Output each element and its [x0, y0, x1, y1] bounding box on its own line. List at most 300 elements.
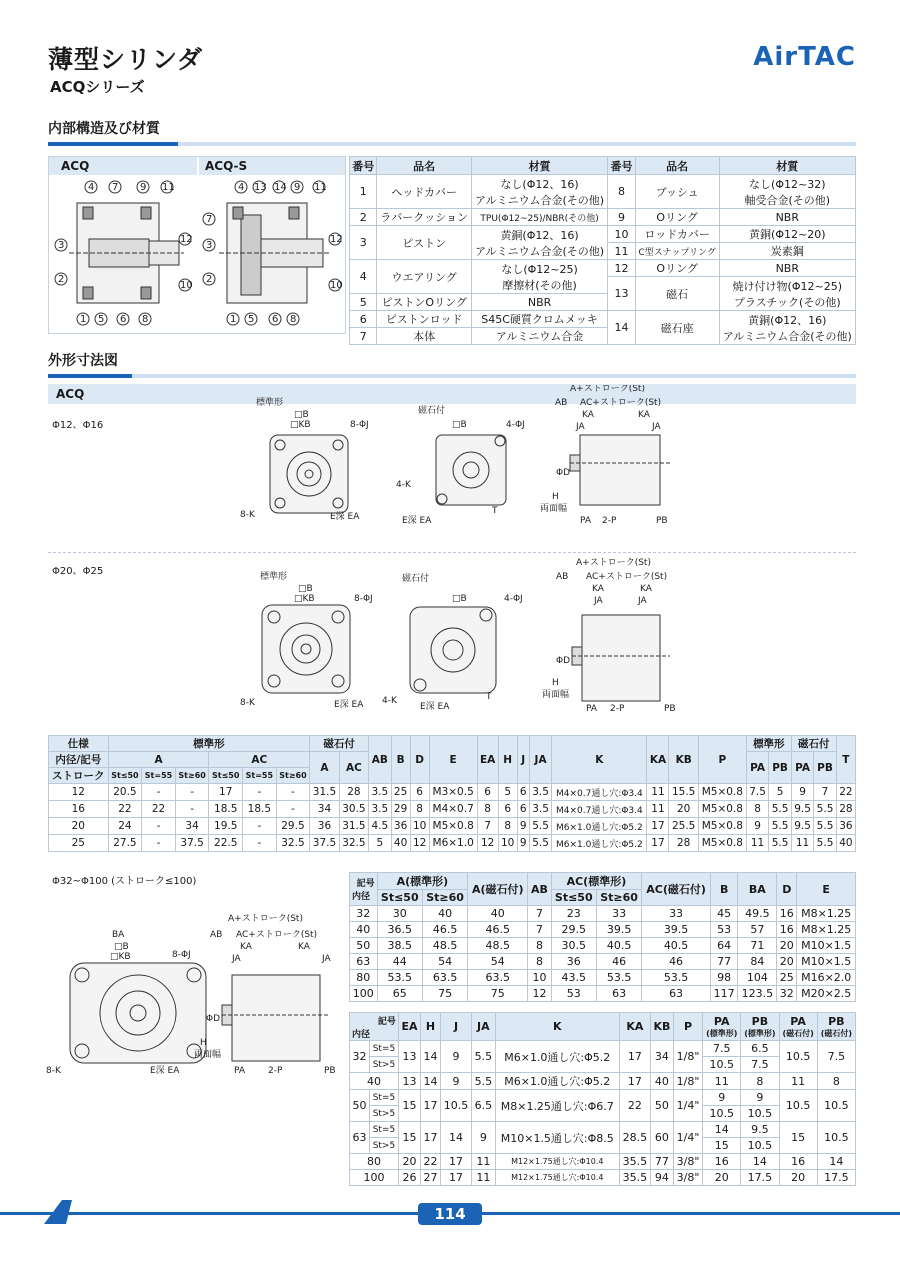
table-cell: 10 — [528, 970, 551, 986]
mat-material: NBR — [471, 294, 607, 311]
divider — [48, 552, 856, 553]
label-ja2: JA — [638, 596, 647, 606]
table-cell: 22 — [836, 784, 855, 801]
table-cell: 63 — [350, 1122, 370, 1154]
table-cell: 10.5 — [779, 1090, 817, 1122]
label-pb: PB — [656, 516, 668, 526]
svg-text:14: 14 — [274, 182, 287, 193]
label-4k: 4-K — [382, 696, 397, 706]
svg-text:4: 4 — [88, 182, 95, 193]
table-cell: 6 — [517, 784, 529, 801]
table-cell: 40 — [391, 835, 410, 852]
table-cell: 9 — [741, 1090, 779, 1106]
table-cell: 53.5 — [596, 970, 641, 986]
label-ka2: KA — [298, 942, 310, 952]
table-cell: 40 — [350, 922, 378, 938]
table-cell: 7 — [528, 922, 551, 938]
table-cell: St=5 — [369, 1090, 398, 1106]
mat-name: ピストンOリング — [377, 294, 471, 311]
mat-material: TPU(Φ12~25)/NBR(その他) — [471, 209, 607, 226]
table-cell: 32 — [350, 1041, 370, 1073]
label-ja2: JA — [322, 954, 331, 964]
table-cell: M10×1.5 — [797, 954, 856, 970]
th-col: PA — [791, 752, 813, 784]
table-cell: M5×0.8 — [429, 818, 477, 835]
table-cell: 43.5 — [551, 970, 596, 986]
table-cell: 11 — [791, 835, 813, 852]
table-cell: 10 — [410, 818, 429, 835]
table-cell: St>5 — [369, 1106, 398, 1122]
table-cell: 20 — [398, 1154, 420, 1170]
table-cell: 1/4" — [673, 1090, 702, 1122]
table-cell: 38.5 — [377, 938, 422, 954]
table-cell: 16 — [777, 906, 797, 922]
label-2p: 2-P — [602, 516, 617, 526]
table-cell: 10.5 — [703, 1057, 741, 1073]
table-cell: 5.5 — [472, 1041, 496, 1073]
th-col: KB — [650, 1013, 673, 1041]
table-cell: 35.5 — [619, 1154, 650, 1170]
table-cell: 40 — [650, 1073, 673, 1090]
table-cell: 36 — [551, 954, 596, 970]
table-cell: 24 — [108, 818, 142, 835]
label-ab: AB — [210, 930, 223, 940]
th-col: KB — [669, 736, 698, 784]
table-cell: 14 — [817, 1154, 855, 1170]
table-cell: 17 — [647, 835, 669, 852]
table-cell: 46 — [596, 954, 641, 970]
table-cell: 15 — [779, 1122, 817, 1154]
mat-name: ピストン — [377, 226, 471, 260]
mat-no: 1 — [350, 175, 377, 209]
table-cell: 63.5 — [468, 970, 528, 986]
table-cell: 3/8" — [673, 1154, 702, 1170]
table-cell: 13 — [398, 1041, 420, 1073]
mat-material: なし(Φ12~32) 軸受合金(その他) — [719, 175, 855, 209]
table-cell: 5.5 — [769, 818, 791, 835]
structure-drawing-panel — [48, 156, 346, 334]
label-ka: KA — [592, 584, 604, 594]
table-cell: M10×1.5通し穴:Φ8.5 — [495, 1122, 619, 1154]
table-cell: 6 — [410, 784, 429, 801]
th-col: B — [391, 736, 410, 784]
table-cell: 80 — [350, 970, 378, 986]
table-cell: 117 — [710, 986, 738, 1002]
label-h: H — [200, 1038, 207, 1048]
table-cell: 50 — [350, 938, 378, 954]
table-cell: 54 — [468, 954, 528, 970]
table-cell: 30.5 — [551, 938, 596, 954]
label-b2: □B — [452, 594, 467, 604]
table-cell: 3/8" — [673, 1170, 702, 1186]
table-cell: 100 — [350, 986, 378, 1002]
th-sub: St=55 — [243, 768, 277, 784]
table-cell: - — [175, 784, 209, 801]
mat-name: ロッドカバー — [635, 226, 719, 243]
label-8k: 8-K — [46, 1066, 61, 1076]
table-cell: 5.5 — [529, 818, 551, 835]
section-dimensions — [48, 350, 856, 378]
table-cell: 98 — [710, 970, 738, 986]
mat-no: 9 — [608, 209, 635, 226]
label-2p: 2-P — [610, 704, 625, 714]
table-cell: 17 — [647, 818, 669, 835]
panel-label-acq-dim: ACQ — [48, 384, 856, 404]
th-pb-std: PB (標準形) — [741, 1013, 779, 1041]
table-cell: 10.5 — [817, 1090, 855, 1122]
dimension-table-small-bore — [48, 735, 856, 852]
table-cell: - — [276, 784, 310, 801]
table-cell: 12 — [477, 835, 498, 852]
label-a-stroke: A+ストローク(St) — [570, 385, 645, 394]
size-label: Φ12、Φ16 — [52, 420, 104, 431]
table-cell: 46 — [642, 954, 711, 970]
th-col: H — [421, 1013, 441, 1041]
table-cell: 11 — [779, 1073, 817, 1090]
table-cell: 17 — [441, 1154, 472, 1170]
table-cell: M4×0.7 — [429, 801, 477, 818]
table-cell: 31.5 — [339, 818, 368, 835]
label-t: T — [486, 692, 492, 702]
label-d: ΦD — [206, 1014, 221, 1024]
label-ea: E深 EA — [330, 512, 360, 522]
th-sub: St≥60 — [175, 768, 209, 784]
table-cell: 39.5 — [642, 922, 711, 938]
mat-no: 8 — [608, 175, 635, 209]
table-cell: 3.5 — [369, 801, 391, 818]
table-cell: 34 — [175, 818, 209, 835]
label-ka2: KA — [638, 410, 650, 420]
label-pb: PB — [324, 1066, 336, 1076]
th-col: AC(磁石付) — [642, 873, 711, 906]
table-cell: 17 — [619, 1041, 650, 1073]
table-cell: 48.5 — [422, 938, 467, 954]
label-4j: 4-ΦJ — [506, 420, 525, 430]
table-cell: 39.5 — [596, 922, 641, 938]
table-row — [350, 938, 856, 954]
th-col: PB — [814, 752, 836, 784]
table-cell: 22 — [108, 801, 142, 818]
label-ba: BA — [112, 930, 125, 940]
table-cell: 63 — [642, 986, 711, 1002]
th-col: KA — [619, 1013, 650, 1041]
table-cell: 33 — [596, 906, 641, 922]
table-cell: 57 — [738, 922, 777, 938]
label-ka: KA — [240, 942, 252, 952]
table-cell: M16×2.0 — [797, 970, 856, 986]
label-t: T — [492, 506, 498, 516]
table-cell: 10 — [498, 835, 517, 852]
table-cell: 9 — [746, 818, 768, 835]
label-flat: 両面幅 — [542, 690, 570, 700]
table-cell: 123.5 — [738, 986, 777, 1002]
table-cell: 9 — [441, 1073, 472, 1090]
label-ka: KA — [582, 410, 594, 420]
mat-no: 10 — [608, 226, 635, 243]
mat-name: 磁石座 — [635, 311, 719, 345]
table-cell: 15 — [398, 1122, 420, 1154]
table-cell: 71 — [738, 938, 777, 954]
col-header: 番号 — [608, 157, 635, 175]
table-cell: St>5 — [369, 1057, 398, 1073]
table-cell: M5×0.8 — [698, 801, 746, 818]
label-ea: E深 EA — [150, 1066, 180, 1076]
table-cell: 7.5 — [817, 1041, 855, 1073]
label-magnet: 磁石付 — [402, 574, 430, 584]
mat-material: 炭素鋼 — [719, 243, 855, 260]
table-cell: 8 — [528, 938, 551, 954]
table-cell: 25 — [49, 835, 109, 852]
svg-text:2: 2 — [58, 274, 65, 285]
label-flat: 両面幅 — [540, 504, 568, 514]
table-cell: 10.5 — [703, 1106, 741, 1122]
col-header: 材質 — [471, 157, 607, 175]
mat-material: S45C硬質クロムメッキ — [471, 311, 607, 328]
mat-name: 本体 — [377, 328, 471, 345]
table-cell: St>5 — [369, 1138, 398, 1154]
table-cell: 7.5 — [746, 784, 768, 801]
th-pb-mag: PB (磁石付) — [817, 1013, 855, 1041]
mat-name: ラバークッション — [377, 209, 471, 226]
th-col: JA — [529, 736, 551, 784]
table-cell: 65 — [377, 986, 422, 1002]
table-cell: 10.5 — [441, 1090, 472, 1122]
table-cell: 6 — [477, 784, 498, 801]
label-ja2: JA — [652, 422, 661, 432]
table-cell: 53 — [551, 986, 596, 1002]
label-ka2: KA — [640, 584, 652, 594]
th-col: K — [552, 736, 647, 784]
table-row — [350, 906, 856, 922]
table-cell: 20 — [779, 1170, 817, 1186]
th-stroke: ストローク — [49, 768, 109, 784]
label-standard: 標準形 — [260, 572, 288, 582]
th-magnet: 磁石付 — [310, 736, 369, 752]
table-cell: 9 — [517, 818, 529, 835]
table-cell: - — [175, 801, 209, 818]
table-cell: - — [142, 835, 176, 852]
col-header: 番号 — [350, 157, 377, 175]
label-ac-stroke: AC+ストローク(St) — [586, 572, 668, 582]
table-cell: 12 — [410, 835, 429, 852]
table-cell: 17 — [421, 1090, 441, 1122]
table-cell: 40 — [836, 835, 855, 852]
table-cell: M5×0.8 — [698, 835, 746, 852]
svg-text:1: 1 — [230, 314, 237, 325]
table-cell: 20 — [49, 818, 109, 835]
svg-text:2: 2 — [206, 274, 213, 285]
table-cell: M3×0.5 — [429, 784, 477, 801]
table-row — [350, 1090, 856, 1106]
table-cell: 53 — [710, 922, 738, 938]
label-ab: AB — [556, 572, 569, 582]
page-title: 薄型シリンダ — [48, 45, 204, 74]
table-cell: 64 — [710, 938, 738, 954]
table-cell: 45 — [710, 906, 738, 922]
table-cell: 77 — [710, 954, 738, 970]
label-a-stroke: A+ストローク(St) — [576, 558, 651, 568]
table-cell: 12 — [49, 784, 109, 801]
table-cell: 13 — [398, 1073, 420, 1090]
label-kb: □KB — [290, 420, 311, 430]
table-cell: 11 — [647, 784, 669, 801]
mat-no: 13 — [608, 277, 635, 311]
table-cell: 17.5 — [817, 1170, 855, 1186]
table-cell: 80 — [350, 1154, 399, 1170]
svg-text:8: 8 — [142, 314, 149, 325]
table-row — [350, 1170, 856, 1186]
table-row — [49, 835, 856, 852]
table-cell: 32.5 — [276, 835, 310, 852]
th-col: E — [797, 873, 856, 906]
th-col: AB — [528, 873, 551, 906]
th-col: J — [517, 736, 529, 784]
table-cell: 32.5 — [339, 835, 368, 852]
table-cell: 40 — [350, 1073, 399, 1090]
table-row — [350, 986, 856, 1002]
label-h: H — [552, 678, 559, 688]
table-cell: 50 — [650, 1090, 673, 1122]
table-cell: 14 — [741, 1154, 779, 1170]
mat-no: 7 — [350, 328, 377, 345]
label-8j: 8-ΦJ — [354, 594, 373, 604]
materials-table — [349, 156, 856, 345]
svg-text:6: 6 — [120, 314, 127, 325]
th-sym-bore: 記号 内径 — [350, 1013, 399, 1041]
th-col: A — [310, 752, 339, 784]
table-cell: 32 — [777, 986, 797, 1002]
table-cell: 11 — [703, 1073, 741, 1090]
table-cell: 20 — [669, 801, 698, 818]
table-cell: 33 — [642, 906, 711, 922]
table-cell: 5.5 — [769, 835, 791, 852]
table-cell: 8 — [498, 818, 517, 835]
table-cell: 1/8" — [673, 1041, 702, 1073]
table-cell: 34 — [650, 1041, 673, 1073]
label-8j: 8-ΦJ — [350, 420, 369, 430]
svg-text:7: 7 — [112, 182, 119, 193]
table-cell: 6.5 — [741, 1041, 779, 1057]
th-col: AB — [369, 736, 391, 784]
th-col: K — [495, 1013, 619, 1041]
table-cell: - — [142, 784, 176, 801]
table-cell: 20 — [703, 1170, 741, 1186]
table-cell: 14 — [421, 1073, 441, 1090]
table-cell: 36 — [836, 818, 855, 835]
table-cell: 63.5 — [422, 970, 467, 986]
table-cell: 5.5 — [529, 835, 551, 852]
svg-text:8: 8 — [290, 314, 297, 325]
table-cell: 63 — [350, 954, 378, 970]
table-cell: 4.5 — [369, 818, 391, 835]
table-cell: 20.5 — [108, 784, 142, 801]
th-sub: St≥60 — [276, 768, 310, 784]
table-cell: 9 — [791, 784, 813, 801]
table-cell: 40 — [422, 906, 467, 922]
table-cell: 22 — [421, 1154, 441, 1170]
table-cell: 53.5 — [377, 970, 422, 986]
th-col: A — [108, 752, 209, 768]
table-cell: 18.5 — [209, 801, 243, 818]
table-cell: 9.5 — [791, 801, 813, 818]
table-cell: 84 — [738, 954, 777, 970]
table-cell: 10.5 — [741, 1106, 779, 1122]
table-cell: M6×1.0通し穴:Φ5.2 — [552, 818, 647, 835]
table-cell: 36 — [310, 818, 339, 835]
table-row — [350, 954, 856, 970]
mat-material: NBR — [719, 209, 855, 226]
table-cell: 10.5 — [817, 1122, 855, 1154]
table-cell: - — [243, 784, 277, 801]
mat-no: 11 — [608, 243, 635, 260]
label-kb: □KB — [294, 594, 315, 604]
label-magnet: 磁石付 — [418, 406, 446, 416]
table-row — [350, 1154, 856, 1170]
svg-text:3: 3 — [58, 240, 65, 251]
table-cell: 32 — [350, 906, 378, 922]
table-cell: 25.5 — [669, 818, 698, 835]
table-cell: 29 — [391, 801, 410, 818]
table-cell: 40 — [468, 906, 528, 922]
th-sub: St=55 — [142, 768, 176, 784]
dimension-table-large-bore-a — [349, 872, 856, 1002]
table-cell: 7 — [528, 906, 551, 922]
mat-name: ヘッドカバー — [377, 175, 471, 209]
th-col: BA — [738, 873, 777, 906]
table-cell: 3.5 — [529, 784, 551, 801]
th-col: D — [777, 873, 797, 906]
table-cell: 7.5 — [741, 1057, 779, 1073]
label-b2: □B — [452, 420, 467, 430]
table-cell: St=5 — [369, 1041, 398, 1057]
th-col: KA — [647, 736, 669, 784]
table-cell: 5.5 — [814, 801, 836, 818]
table-row — [350, 922, 856, 938]
table-cell: 8 — [817, 1073, 855, 1090]
th-col: JA — [472, 1013, 496, 1041]
table-cell: 28.5 — [619, 1122, 650, 1154]
table-cell: 17.5 — [741, 1170, 779, 1186]
table-cell: 14 — [703, 1122, 741, 1138]
table-cell: 8 — [746, 801, 768, 818]
mat-no: 6 — [350, 311, 377, 328]
table-cell: M8×1.25 — [797, 906, 856, 922]
table-cell: 5 — [369, 835, 391, 852]
label-b: □B — [294, 410, 309, 420]
th-sub: St≤50 — [377, 890, 422, 906]
mat-name: ウエアリング — [377, 260, 471, 294]
table-cell: 9 — [441, 1041, 472, 1073]
table-row — [350, 970, 856, 986]
table-cell: M4×0.7通し穴:Φ3.4 — [552, 784, 647, 801]
dimension-table-large-bore-b — [349, 1012, 856, 1186]
table-cell: M12×1.75通し穴:Φ10.4 — [495, 1170, 619, 1186]
table-cell: M6×1.0通し穴:Φ5.2 — [495, 1073, 619, 1090]
mat-material: 黄銅(Φ12、16) アルミニウム合金(その他) — [471, 226, 607, 260]
table-cell: 10.5 — [779, 1041, 817, 1073]
table-cell: 100 — [350, 1170, 399, 1186]
th-col: A(標準形) — [377, 873, 468, 890]
th-col: PB — [769, 752, 791, 784]
table-cell: 8 — [477, 801, 498, 818]
table-cell: 15 — [398, 1090, 420, 1122]
table-cell: St=5 — [369, 1122, 398, 1138]
label-standard: 標準形 — [256, 398, 284, 408]
table-cell: 7 — [814, 784, 836, 801]
mat-no: 14 — [608, 311, 635, 345]
table-cell: 37.5 — [175, 835, 209, 852]
label-b: □B — [298, 584, 313, 594]
